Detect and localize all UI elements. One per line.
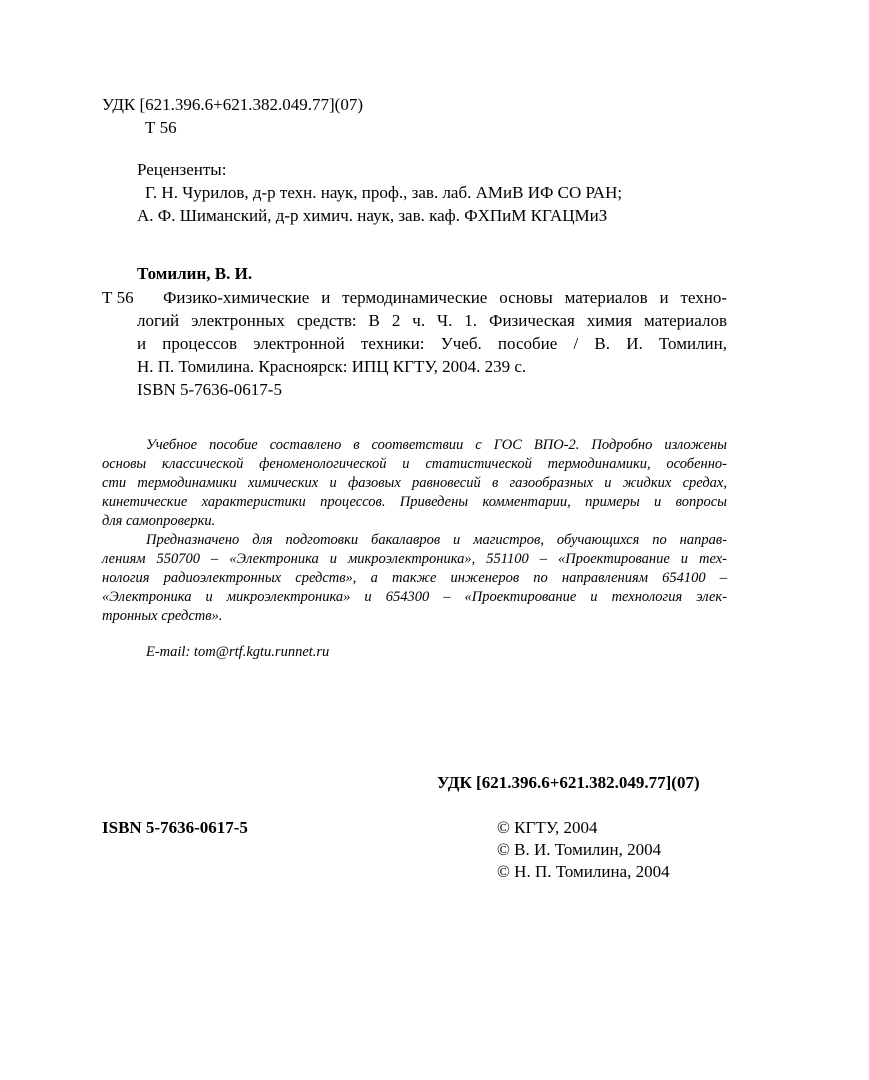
reviewer-line: А. Ф. Шиманский, д-р химич. наук, зав. каф. ФХПиМ КГАЦМиЗ (137, 206, 608, 225)
annotation-line: «Электроника и микроэлектроника» и 654300 – «Проектирование и технология элек- (102, 589, 727, 605)
author-name: Томилин, В. И. (137, 264, 253, 283)
isbn-footer: ISBN 5-7636-0617-5 (102, 818, 248, 837)
annotation-line: тронных средств». (102, 608, 223, 624)
annotation-line: кинетические характеристики процессов. Приведены комментарии, примеры и вопросы (102, 494, 727, 510)
annotation-line: лениям 550700 – «Электроника и микроэлектроника», 551100 – «Проектирование и тех- (102, 551, 727, 567)
copyright-line: © Н. П. Томилина, 2004 (497, 862, 670, 881)
annotation-line: сти термодинамики химических и фазовых равновесий в газообразных и жидких средах, (102, 475, 727, 491)
udk-header: УДК [621.396.6+621.382.049.77](07) (102, 95, 363, 114)
bib-line: логий электронных средств: В 2 ч. Ч. 1. Физическая химия материалов (137, 311, 727, 330)
copyright-line: © В. И. Томилин, 2004 (497, 840, 662, 859)
annotation-line: для самопроверки. (102, 513, 216, 529)
author-code-header: Т 56 (145, 118, 177, 137)
bib-line: Н. П. Томилина. Красноярск: ИПЦ КГТУ, 2004. 239 с. (137, 357, 527, 376)
bib-line: и процессов электронной техники: Учеб. пособие / В. И. Томилин, (137, 334, 727, 353)
annotation-line: Предназначено для подготовки бакалавров и магистров, обучающихся по направ- (146, 532, 727, 548)
reviewer-line: Г. Н. Чурилов, д-р техн. наук, проф., зав. лаб. АМиВ ИФ СО РАН; (145, 183, 623, 202)
bib-code: Т 56 (102, 288, 134, 307)
email: E-mail: tom@rtf.kgtu.runnet.ru (146, 644, 330, 660)
annotation-line: Учебное пособие составлено в соответствии с ГОС ВПО-2. Подробно изложены (146, 437, 727, 453)
annotation-line: нология радиоэлектронных средств», а также инженеров по направлениям 654100 – (102, 570, 727, 586)
bib-isbn: ISBN 5-7636-0617-5 (137, 380, 282, 399)
udk-footer: УДК [621.396.6+621.382.049.77](07) (437, 773, 700, 792)
bib-line: Физико-химические и термодинамические основы материалов и техно- (163, 288, 727, 307)
annotation-line: основы классической феноменологической и статистической термодинамики, особенно- (102, 456, 727, 472)
reviewers-heading: Рецензенты: (137, 160, 227, 179)
copyright-line: © КГТУ, 2004 (497, 818, 598, 837)
